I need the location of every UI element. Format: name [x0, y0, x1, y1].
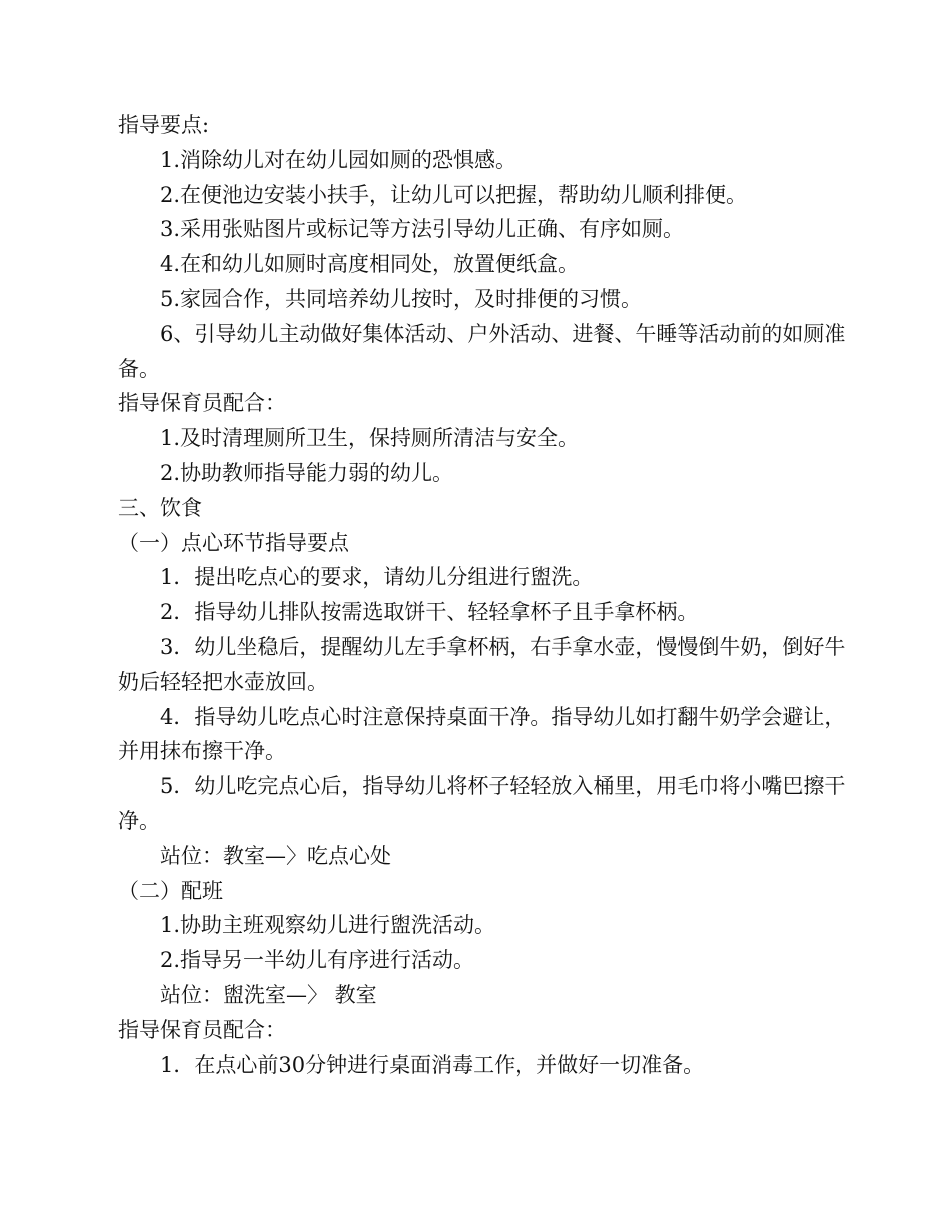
list-item: 3．幼儿坐稳后，提醒幼儿左手拿杯柄，右手拿水壶，慢慢倒牛奶，倒好牛奶后轻轻把水壶放回。 — [118, 634, 846, 694]
subsection-heading: （一）点心环节指导要点 — [118, 530, 349, 555]
position-note: 站位：盥洗室—〉 教室 — [160, 982, 377, 1007]
list-item: 1.协助主班观察幼儿进行盥洗活动。 — [160, 913, 496, 938]
list-item: 2．指导幼儿排队按需选取饼干、轻轻拿杯子且手拿杯柄。 — [160, 600, 699, 625]
list-item: 2.指导另一半幼儿有序进行活动。 — [160, 948, 475, 973]
subsection-heading: （二）配班 — [118, 878, 223, 903]
list-item: 1．提出吃点心的要求，请幼儿分组进行盥洗。 — [160, 565, 594, 590]
list-item: 4．指导幼儿吃点心时注意保持桌面干净。指导幼儿如打翻牛奶学会避让，并用抹布擦干净。 — [118, 704, 846, 764]
list-item: 1.及时清理厕所卫生，保持厕所清洁与安全。 — [160, 426, 580, 451]
document-body — [118, 108, 848, 1082]
position-note: 站位：教室—〉吃点心处 — [160, 843, 391, 868]
section-heading: 指导保育员配合： — [118, 391, 286, 416]
list-item: 5.家园合作，共同培养幼儿按时，及时排便的习惯。 — [160, 286, 643, 311]
section-heading: 指导要点: — [118, 113, 210, 137]
list-item: 6、引导幼儿主动做好集体活动、户外活动、进餐、午睡等活动前的如厕准备。 — [118, 321, 846, 381]
list-item: 1.消除幼儿对在幼儿园如厕的恐惧感。 — [160, 147, 517, 172]
section-heading: 三、饮食 — [118, 495, 202, 520]
list-item: 2.在便池边安装小扶手，让幼儿可以把握，帮助幼儿顺利排便。 — [160, 182, 748, 207]
list-item: 2.协助教师指导能力弱的幼儿。 — [160, 460, 454, 485]
list-item: 5．幼儿吃完点心后，指导幼儿将杯子轻轻放入桶里，用毛巾将小嘴巴擦干净。 — [118, 774, 846, 833]
list-item: 1．在点心前30分钟进行桌面消毒工作，并做好一切准备。 — [160, 1052, 705, 1077]
list-item: 4.在和幼儿如厕时高度相同处，放置便纸盒。 — [160, 252, 580, 277]
section-heading: 指导保育员配合： — [118, 1017, 286, 1042]
list-item: 3.采用张贴图片或标记等方法引导幼儿正确、有序如厕。 — [160, 217, 685, 242]
